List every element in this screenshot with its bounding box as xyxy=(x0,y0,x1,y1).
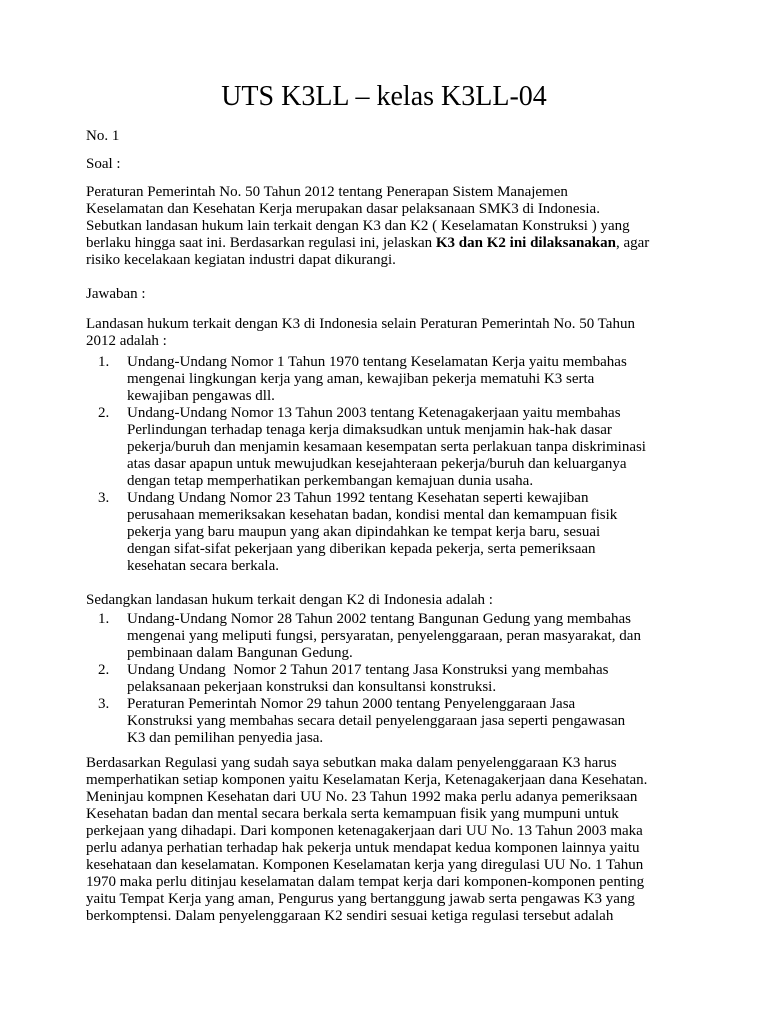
text-line: perkejaan yang dihadapi. Dari komponen ketenagakerjaan dari UU No. 13 Tahun 2003 maka xyxy=(86,823,643,839)
question-number: No. 1 xyxy=(86,128,120,144)
answer-label: Jawaban : xyxy=(86,286,146,302)
text-line: Meninjau kompnen Kesehatan dari UU No. 23 Tahun 1992 maka perlu adanya pemeriksaan xyxy=(86,789,638,805)
closing-paragraph xyxy=(86,755,768,925)
k2-law-list xyxy=(86,611,768,747)
text-line: perusahaan memeriksakan kesehatan badan, kondisi mental dan kemampuan fisik xyxy=(127,507,618,523)
list-item-lines xyxy=(127,405,768,490)
question-text: berlaku hingga saat ini. Berdasarkan regulasi ini, jelaskan xyxy=(86,235,436,251)
text-line: pekerja/buruh dan menjamin kesamaan kesempatan serta perlakuan tanpa diskriminasi xyxy=(127,439,646,455)
text-line: Landasan hukum terkait dengan K3 di Indonesia selain Peraturan Pemerintah No. 50 Tahun xyxy=(86,316,635,332)
list-item xyxy=(86,405,768,490)
list-item-lines xyxy=(127,662,768,696)
text-line: Undang-Undang Nomor 28 Tahun 2002 tentang Bangunan Gedung yang membahas xyxy=(127,611,631,627)
list-item-lines xyxy=(127,354,768,405)
text-line: Undang Undang Nomor 23 Tahun 1992 tentang Kesehatan seperti kewajiban xyxy=(127,490,589,506)
question-line: risiko kecelakaan kegiatan industri dapat dikurangi. xyxy=(86,252,396,268)
question-line: Keselamatan dan Kesehatan Kerja merupakan dasar pelaksanaan SMK3 di Indonesia. xyxy=(86,201,600,217)
list-item xyxy=(86,354,768,405)
text-line: Perlindungan terhadap tenaga kerja dimaksudkan untuk menjamin hak-hak dasar xyxy=(127,422,612,438)
list-item xyxy=(86,490,768,575)
text-line: pekerja yang baru maupun yang akan dipindahkan ke tempat kerja baru, sesuai xyxy=(127,524,601,540)
text-line: pembinaan dalam Bangunan Gedung. xyxy=(127,645,353,661)
list-item-number: 1. xyxy=(98,611,110,627)
list-item xyxy=(86,611,768,662)
list-item-lines xyxy=(127,490,768,575)
question-line: Peraturan Pemerintah No. 50 Tahun 2012 tentang Penerapan Sistem Manajemen xyxy=(86,184,568,200)
text-line: berkomptensi. Dalam penyelenggaraan K2 sendiri sesuai ketiga regulasi tersebut adalah xyxy=(86,908,614,924)
k2-intro-paragraph: Sedangkan landasan hukum terkait dengan K2 di Indonesia adalah : xyxy=(86,592,493,608)
text-line: dengan sifat-sifat pekerjaan yang diberikan kepada pekerja, serta pemeriksaan xyxy=(127,541,596,557)
list-item-number: 1. xyxy=(98,354,110,370)
text-line: 2012 adalah : xyxy=(86,333,167,349)
text-line: yaitu Tempat Kerja yang aman, Pengurus yang bertanggung jawab serta pengawas K3 yang xyxy=(86,891,635,907)
k3-intro-paragraph xyxy=(86,316,768,350)
list-item-number: 3. xyxy=(98,490,110,506)
list-item xyxy=(86,696,768,747)
text-line: Peraturan Pemerintah Nomor 29 tahun 2000 tentang Penyelenggaraan Jasa xyxy=(127,696,576,712)
k3-law-list xyxy=(86,354,768,575)
list-item-lines xyxy=(127,611,768,662)
question-bold-text: K3 dan K2 ini dilaksanakan xyxy=(435,235,616,251)
text-line: pelaksanaan pekerjaan konstruksi dan konsultansi konstruksi. xyxy=(127,679,497,695)
question-line: Sebutkan landasan hukum lain terkait dengan K3 dan K2 ( Keselamatan Konstruksi ) yang xyxy=(86,218,630,234)
text-line: mengenai yang meliputi fungsi, persyaratan, penyelenggaraan, peran masyarakat, dan xyxy=(127,628,641,644)
text-line: memperhatikan setiap komponen yaitu Keselamatan Kerja, Ketenagakerjaan dana Kesehatan. xyxy=(86,772,648,788)
list-item-number: 2. xyxy=(98,662,110,678)
text-line: Undang Undang Nomor 2 Tahun 2017 tentang Jasa Konstruksi yang membahas xyxy=(127,662,609,678)
list-item-lines xyxy=(127,696,768,747)
question-paragraph xyxy=(86,184,768,269)
question-label: Soal : xyxy=(86,156,121,172)
text-line: Konstruksi yang membahas secara detail penyelenggaraan jasa seperti pengawasan xyxy=(127,713,626,729)
text-line: K3 dan pemilihan penyedia jasa. xyxy=(127,730,324,746)
text-line: kesehataan dan keselamatan. Komponen Keselamatan kerja yang diregulasi UU No. 1 Tahun xyxy=(86,857,644,873)
list-item-number: 3. xyxy=(98,696,110,712)
text-line: Undang-Undang Nomor 1 Tahun 1970 tentang Keselamatan Kerja yaitu membahas xyxy=(127,354,627,370)
document-title: UTS K3LL – kelas K3LL-04 xyxy=(221,81,547,112)
text-line: kesehatan secara berkala. xyxy=(127,558,279,574)
text-line: Kesehatan badan dan mental secara berkala serta kemampuan fisik yang mumpuni untuk xyxy=(86,806,619,822)
list-item-number: 2. xyxy=(98,405,110,421)
text-line: 1970 maka perlu ditinjau keselamatan dalam tempat kerja dari komponen-komponen penting xyxy=(86,874,645,890)
text-line: Undang-Undang Nomor 13 Tahun 2003 tentang Ketenagakerjaan yaitu membahas xyxy=(127,405,621,421)
text-line: Berdasarkan Regulasi yang sudah saya sebutkan maka dalam penyelenggaraan K3 harus xyxy=(86,755,617,771)
text-line: atas dasar apapun untuk mewujudkan kesejahteraan pekerja/buruh dan keluarganya xyxy=(127,456,627,472)
text-line: kewajiban pengawas dll. xyxy=(127,388,275,404)
list-item xyxy=(86,662,768,696)
text-line: perlu adanya perhatian terhadap hak pekerja untuk mendapat kedua komponen lainnya yaitu xyxy=(86,840,640,856)
question-line-with-bold xyxy=(86,235,768,252)
question-text: , agar xyxy=(615,235,650,251)
text-line: mengenai lingkungan kerja yang aman, kewajiban pekerja mematuhi K3 serta xyxy=(127,371,595,387)
text-line: dengan tetap memperhatikan perkembangan kemajuan dunia usaha. xyxy=(127,473,534,489)
